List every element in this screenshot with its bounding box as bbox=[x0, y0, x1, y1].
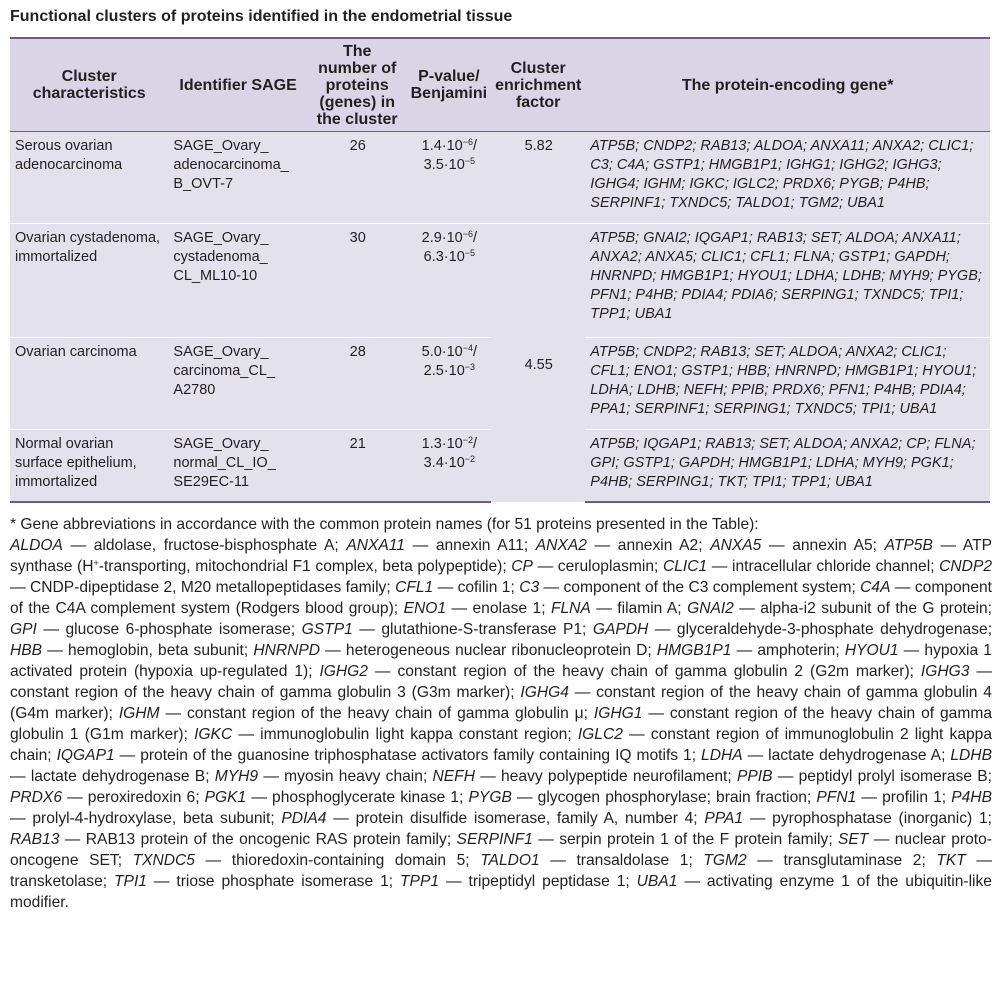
abbr-definition: annexin A2 bbox=[617, 537, 699, 554]
pvalue-1: 2.9·10 bbox=[421, 230, 463, 246]
abbr-gene: CP bbox=[511, 558, 533, 575]
table-row bbox=[10, 224, 990, 338]
cell-pvalue bbox=[407, 224, 491, 338]
abbr-definition: constant region of the heavy chain of gamma globulin 2 (G2m marker) bbox=[397, 663, 910, 680]
abbr-gene: PFN1 bbox=[816, 789, 857, 806]
abbr-definition: phosphoglycerate kinase 1 bbox=[272, 789, 460, 806]
abbr-definition: lactate dehydrogenase A bbox=[768, 747, 942, 764]
pvalue-1: 1.3·10 bbox=[421, 436, 463, 452]
abbr-definition: transglutaminase 2 bbox=[783, 852, 922, 869]
abbr-definition: peroxiredoxin 6 bbox=[87, 789, 196, 806]
abbr-definition: component of the C4A complement system (Rodgers blood group) bbox=[10, 579, 992, 617]
cell-genes: ATP5B; CNDP2; RAB13; SET; ALDOA; ANXA2; CLIC1; CFL1; ENO1; GSTP1; HBB; HNRNPD; HMGB1P1; HYOU1; LDHA; LDHB; NEFH; PPIB; PRDX6; PFN1; P4HB; PDIA4; PPA1; SERPINF1; SERPING1; TXNDC5; TPI1; UBA1 bbox=[585, 338, 990, 430]
abbr-definition: hypoxia 1 activated protein (hypoxia up-regulated 1) bbox=[10, 642, 992, 680]
abbr-gene: C3 bbox=[519, 579, 540, 596]
abbr-definition: profilin 1 bbox=[882, 789, 942, 806]
abbr-definition: enolase 1 bbox=[472, 600, 542, 617]
abbr-gene: NEFH bbox=[432, 768, 475, 785]
abbr-gene: TPI1 bbox=[114, 873, 147, 890]
abbr-gene: TKT bbox=[936, 852, 966, 869]
pvalue-1-exp: −6 bbox=[462, 137, 474, 147]
abbr-definition: constant region of the heavy chain of gamma globulin μ bbox=[186, 705, 584, 722]
header-genes: The protein-encoding gene* bbox=[585, 38, 990, 132]
cell-identifier: SAGE_Ovary_ adenocarcinoma_ B_OVT-7 bbox=[168, 132, 307, 224]
abbr-definition: constant region of the heavy chain of gamma globulin 4 (G4m marker) bbox=[10, 684, 992, 722]
abbr-definition: alpha-i2 subunit of the G protein bbox=[760, 600, 988, 617]
footnote-intro: * Gene abbreviations in accordance with the common protein names (for 51 proteins presented in the Table): bbox=[10, 516, 759, 533]
abbr-definition: intracellular chloride channel bbox=[732, 558, 931, 575]
abbr-gene: RAB13 bbox=[10, 831, 60, 848]
abbr-definition: peptidyl prolyl isomerase B bbox=[798, 768, 988, 785]
abbr-gene: IGLC2 bbox=[577, 726, 623, 743]
abbr-definition: nuclear proto-oncogene SET bbox=[10, 831, 992, 869]
abbr-gene: IGHG2 bbox=[319, 663, 368, 680]
pvalue-2: 6.3·10 bbox=[423, 249, 465, 265]
abbr-definition: aldolase, fructose-bisphosphate A bbox=[93, 537, 335, 554]
footnote bbox=[10, 514, 992, 913]
cell-enrichment-shared: 4.55 bbox=[491, 224, 585, 502]
pvalue-2-exp: −2 bbox=[464, 454, 476, 464]
abbr-definition: annexin A11 bbox=[435, 537, 524, 554]
header-cluster: Cluster characteristics bbox=[10, 38, 168, 132]
abbr-gene: SET bbox=[838, 831, 869, 848]
abbr-definition: ceruloplasmin bbox=[557, 558, 655, 575]
abbr-definition: triose phosphate isomerase 1 bbox=[176, 873, 389, 890]
abbr-definition: constant region of the heavy chain of gamma globulin 1 (G1m marker) bbox=[10, 705, 992, 743]
abbr-gene: CFL1 bbox=[395, 579, 434, 596]
abbr-gene: GAPDH bbox=[592, 621, 649, 638]
abbr-gene: ANXA2 bbox=[535, 537, 587, 554]
abbr-definition: constant region of the heavy chain of gamma globulin 3 (G3m marker) bbox=[10, 684, 511, 701]
cell-genes: ATP5B; IQGAP1; RAB13; SET; ALDOA; ANXA2; CP; FLNA; GPI; GSTP1; GAPDH; HMGB1P1; LDHA; MYH9; PGK1; P4HB; SERPING1; TKT; TPI1; TPP1; UBA1 bbox=[585, 430, 990, 502]
abbr-definition: thioredoxin-containing domain 5 bbox=[231, 852, 466, 869]
abbr-definition: prolyl-4-hydroxylase, beta subunit bbox=[32, 810, 271, 827]
abbr-gene: UBA1 bbox=[636, 873, 678, 890]
abbr-gene: TPP1 bbox=[400, 873, 440, 890]
cell-pvalue bbox=[407, 338, 491, 430]
abbr-gene: GPI bbox=[10, 621, 37, 638]
pvalue-2: 2.5·10 bbox=[423, 363, 465, 379]
pvalue-2-exp: −3 bbox=[464, 362, 476, 372]
abbr-definition: RAB13 protein of the oncogenic RAS protein family bbox=[85, 831, 447, 848]
abbr-gene: ALDOA bbox=[10, 537, 63, 554]
abbr-definition: protein of the guanosine triphosphatase activators family containing IQ motifs 1 bbox=[140, 747, 692, 764]
abbr-definition: pyrophosphatase (inorganic) 1 bbox=[772, 810, 988, 827]
abbr-gene: PPA1 bbox=[704, 810, 744, 827]
abbr-definition: component of the C3 complement system bbox=[563, 579, 852, 596]
cell-genes: ATP5B; CNDP2; RAB13; ALDOA; ANXA11; ANXA2; CLIC1; C3; C4A; GSTP1; HMGB1P1; IGHG1; IGHG2; IGHG3; IGHG4; IGHM; IGKC; IGLC2; PRDX6; PYGB; P4HB; SERPINF1; TXNDC5; TALDO1; TGM2; UBA1 bbox=[585, 132, 990, 224]
abbr-gene: IGHG3 bbox=[920, 663, 970, 680]
cell-count: 21 bbox=[308, 430, 407, 502]
cell-cluster: Normal ovarian surface epithelium, immortalized bbox=[10, 430, 168, 502]
pvalue-separator: / bbox=[473, 436, 478, 452]
abbr-definition: activating enzyme 1 of the ubiquitin-like modifier bbox=[10, 873, 992, 911]
abbr-gene: PPIB bbox=[736, 768, 773, 785]
abbr-gene: ENO1 bbox=[403, 600, 447, 617]
abbr-definition: lactate dehydrogenase B bbox=[30, 768, 206, 785]
abbr-definition: transketolase bbox=[10, 873, 103, 890]
abbr-gene: PDIA4 bbox=[281, 810, 327, 827]
pvalue-1: 5.0·10 bbox=[421, 344, 463, 360]
abbreviation-list: ALDOA — aldolase, fructose-bisphosphate A; ANXA11 — annexin A11; ANXA2 — annexin A2; ANXA5 — annexin A5; ATP5B — ATP synthase (H+-transporting, mitochondrial F1 complex, beta polypeptide); CP — ceruloplasmin; CLIC1 — intracellular chloride channel; CNDP2 — CNDP-dipeptidase 2, M20 metallopeptidases family; CFL1 — cofilin 1; C3 — component of the C3 complement system; C4A — component of the C4A complement system (Rodgers blood group); ENO1 — enolase 1; FLNA — filamin A; GNAI2 — alpha-i2 subunit of the G protein; GPI — glucose 6-phosphate isomerase; GSTP1 — glutathione-S-transferase P1; GAPDH — glyceraldehyde-3-phosphate dehydrogenase; HBB — hemoglobin, beta subunit; HNRNPD — heterogeneous nuclear ribonucleoprotein D; HMGB1P1 — amphoterin; HYOU1 — hypoxia 1 activated protein (hypoxia up-regulated 1); IGHG2 — constant region of the heavy chain of gamma globulin 2 (G2m marker); IGHG3 — constant region of the heavy chain of gamma globulin 3 (G3m marker); IGHG4 — constant region of the heavy chain of gamma globulin 4 (G4m marker); IGHM — constant region of the heavy chain of gamma globulin μ; IGHG1 — constant region of the heavy chain of gamma globulin 1 (G1m marker); IGKC — immunoglobulin light kappa constant region; IGLC2 — constant region of immunoglobulin 2 light kappa chain; IQGAP1 — protein of the guanosine triphosphatase activators family containing IQ motifs 1; LDHA — lactate dehydrogenase A; LDHB — lactate dehydrogenase B; MYH9 — myosin heavy chain; NEFH — heavy polypeptide neurofilament; PPIB — peptidyl prolyl isomerase B; PRDX6 — peroxiredoxin 6; PGK1 — phosphoglycerate kinase 1; PYGB — glycogen phosphorylase; brain fraction; PFN1 — profilin 1; P4HB — prolyl-4-hydroxylase, beta subunit; PDIA4 — protein disulfide isomerase, family A, number 4; PPA1 — pyrophosphatase (inorganic) 1; RAB13 — RAB13 protein of the oncogenic RAS protein family; SERPINF1 — serpin protein 1 of the F protein family; SET — nuclear proto-oncogene SET; TXNDC5 — thioredoxin-containing domain 5; TALDO1 — transaldolase 1; TGM2 — transglutaminase 2; TKT — transketolase; TPI1 — triose phosphate isomerase 1; TPP1 — tripeptidyl peptidase 1; UBA1 — activating enzyme 1 of the ubiquitin-like modifier. bbox=[10, 537, 993, 911]
abbr-gene: GNAI2 bbox=[687, 600, 734, 617]
pvalue-2: 3.5·10 bbox=[423, 157, 465, 173]
cell-pvalue bbox=[407, 132, 491, 224]
header-pvalue: P-value/ Benjamini bbox=[407, 38, 491, 132]
pvalue-1-exp: −6 bbox=[462, 229, 474, 239]
abbr-gene: GSTP1 bbox=[301, 621, 353, 638]
abbr-gene: LDHB bbox=[950, 747, 992, 764]
abbr-gene: CLIC1 bbox=[662, 558, 708, 575]
abbr-definition: glutathione-S-transferase P1 bbox=[381, 621, 583, 638]
table-row bbox=[10, 132, 990, 224]
abbr-gene: HNRNPD bbox=[253, 642, 321, 659]
abbr-gene: IGHM bbox=[118, 705, 160, 722]
abbr-definition: heavy polypeptide neurofilament bbox=[501, 768, 728, 785]
header-enrichment: Cluster enrichment factor bbox=[491, 38, 585, 132]
abbr-definition: annexin A5 bbox=[792, 537, 873, 554]
abbr-gene: LDHA bbox=[701, 747, 743, 764]
abbr-gene: P4HB bbox=[951, 789, 992, 806]
cell-cluster: Ovarian cystadenoma, immortalized bbox=[10, 224, 168, 338]
abbr-definition: CNDP-dipeptidase 2, M20 metallopeptidases family bbox=[29, 579, 387, 596]
cell-count: 28 bbox=[308, 338, 407, 430]
abbr-gene: HYOU1 bbox=[844, 642, 899, 659]
cell-count: 30 bbox=[308, 224, 407, 338]
abbr-definition: hemoglobin, beta subunit bbox=[67, 642, 244, 659]
abbr-definition: glycogen phosphorylase; brain fraction bbox=[537, 789, 807, 806]
abbr-definition: glyceraldehyde-3-phosphate dehydrogenase bbox=[676, 621, 988, 638]
abbr-gene: IGKC bbox=[194, 726, 233, 743]
header-count: The number of proteins (genes) in the cluster bbox=[308, 38, 407, 132]
abbr-gene: ANXA5 bbox=[710, 537, 762, 554]
abbr-definition: transaldolase 1 bbox=[576, 852, 689, 869]
cell-identifier: SAGE_Ovary_ cystadenoma_ CL_ML10-10 bbox=[168, 224, 307, 338]
cell-count: 26 bbox=[308, 132, 407, 224]
abbr-gene: SERPINF1 bbox=[456, 831, 533, 848]
pvalue-2-exp: −5 bbox=[464, 248, 476, 258]
abbr-gene: FLNA bbox=[550, 600, 591, 617]
cell-genes: ATP5B; GNAI2; IQGAP1; RAB13; SET; ALDOA; ANXA11; ANXA2; ANXA5; CLIC1; CFL1; FLNA; GSTP1; GAPDH; HNRNPD; HMGB1P1; HYOU1; LDHA; LDHB; MYH9; PYGB; PFN1; P4HB; PDIA4; PDIA6; SERPING1; TXNDC5; TPI1; TPP1; UBA1 bbox=[585, 224, 990, 338]
cell-cluster: Ovarian carcinoma bbox=[10, 338, 168, 430]
protein-clusters-table bbox=[10, 37, 990, 503]
pvalue-2: 3.4·10 bbox=[423, 455, 465, 471]
abbr-gene: C4A bbox=[860, 579, 891, 596]
abbr-gene: CNDP2 bbox=[939, 558, 993, 575]
pvalue-2-exp: −5 bbox=[464, 156, 476, 166]
abbr-definition: myosin heavy chain bbox=[284, 768, 423, 785]
pvalue-1-exp: −2 bbox=[462, 435, 474, 445]
pvalue-separator: / bbox=[473, 344, 478, 360]
abbr-definition: immunoglobulin light kappa constant region bbox=[260, 726, 568, 743]
abbr-definition: ATP synthase (H+-transporting, mitochondrial F1 complex, beta polypeptide) bbox=[10, 537, 993, 575]
cell-pvalue bbox=[407, 430, 491, 502]
abbr-gene: TGM2 bbox=[703, 852, 747, 869]
abbr-gene: HMGB1P1 bbox=[656, 642, 732, 659]
abbr-definition: heterogeneous nuclear ribonucleoprotein D bbox=[345, 642, 648, 659]
cell-identifier: SAGE_Ovary_ normal_CL_IO_ SE29EC-11 bbox=[168, 430, 307, 502]
table-title: Functional clusters of proteins identified in the endometrial tissue bbox=[10, 8, 513, 25]
pvalue-1-exp: −4 bbox=[462, 343, 474, 353]
abbr-gene: TXNDC5 bbox=[132, 852, 195, 869]
abbr-gene: HBB bbox=[10, 642, 43, 659]
pvalue-separator: / bbox=[473, 230, 478, 246]
cell-cluster: Serous ovarian adenocarcinoma bbox=[10, 132, 168, 224]
abbr-gene: IQGAP1 bbox=[56, 747, 115, 764]
abbr-definition: constant region of immunoglobulin 2 light kappa chain bbox=[10, 726, 993, 764]
abbr-gene: PRDX6 bbox=[10, 789, 62, 806]
abbr-gene: PYGB bbox=[468, 789, 512, 806]
abbr-gene: TALDO1 bbox=[480, 852, 540, 869]
abbr-gene: IGHG4 bbox=[520, 684, 569, 701]
abbr-definition: cofilin 1 bbox=[457, 579, 511, 596]
abbr-gene: ANXA11 bbox=[346, 537, 405, 554]
abbr-gene: ATP5B bbox=[884, 537, 933, 554]
pvalue-separator: / bbox=[473, 138, 478, 154]
cell-enrichment: 5.82 bbox=[491, 132, 585, 224]
abbr-definition: glucose 6-phosphate isomerase bbox=[65, 621, 291, 638]
abbr-definition: protein disulfide isomerase, family A, number 4 bbox=[355, 810, 694, 827]
header-identifier: Identifier SAGE bbox=[168, 38, 307, 132]
abbr-definition: filamin A bbox=[617, 600, 678, 617]
abbr-definition: serpin protein 1 of the F protein family bbox=[559, 831, 829, 848]
cell-identifier: SAGE_Ovary_ carcinoma_CL_ A2780 bbox=[168, 338, 307, 430]
pvalue-1: 1.4·10 bbox=[421, 138, 463, 154]
abbr-definition: tripeptidyl peptidase 1 bbox=[468, 873, 626, 890]
abbr-gene: MYH9 bbox=[214, 768, 259, 785]
abbr-gene: IGHG1 bbox=[593, 705, 643, 722]
abbr-gene: PGK1 bbox=[204, 789, 247, 806]
abbr-definition: amphoterin bbox=[757, 642, 836, 659]
